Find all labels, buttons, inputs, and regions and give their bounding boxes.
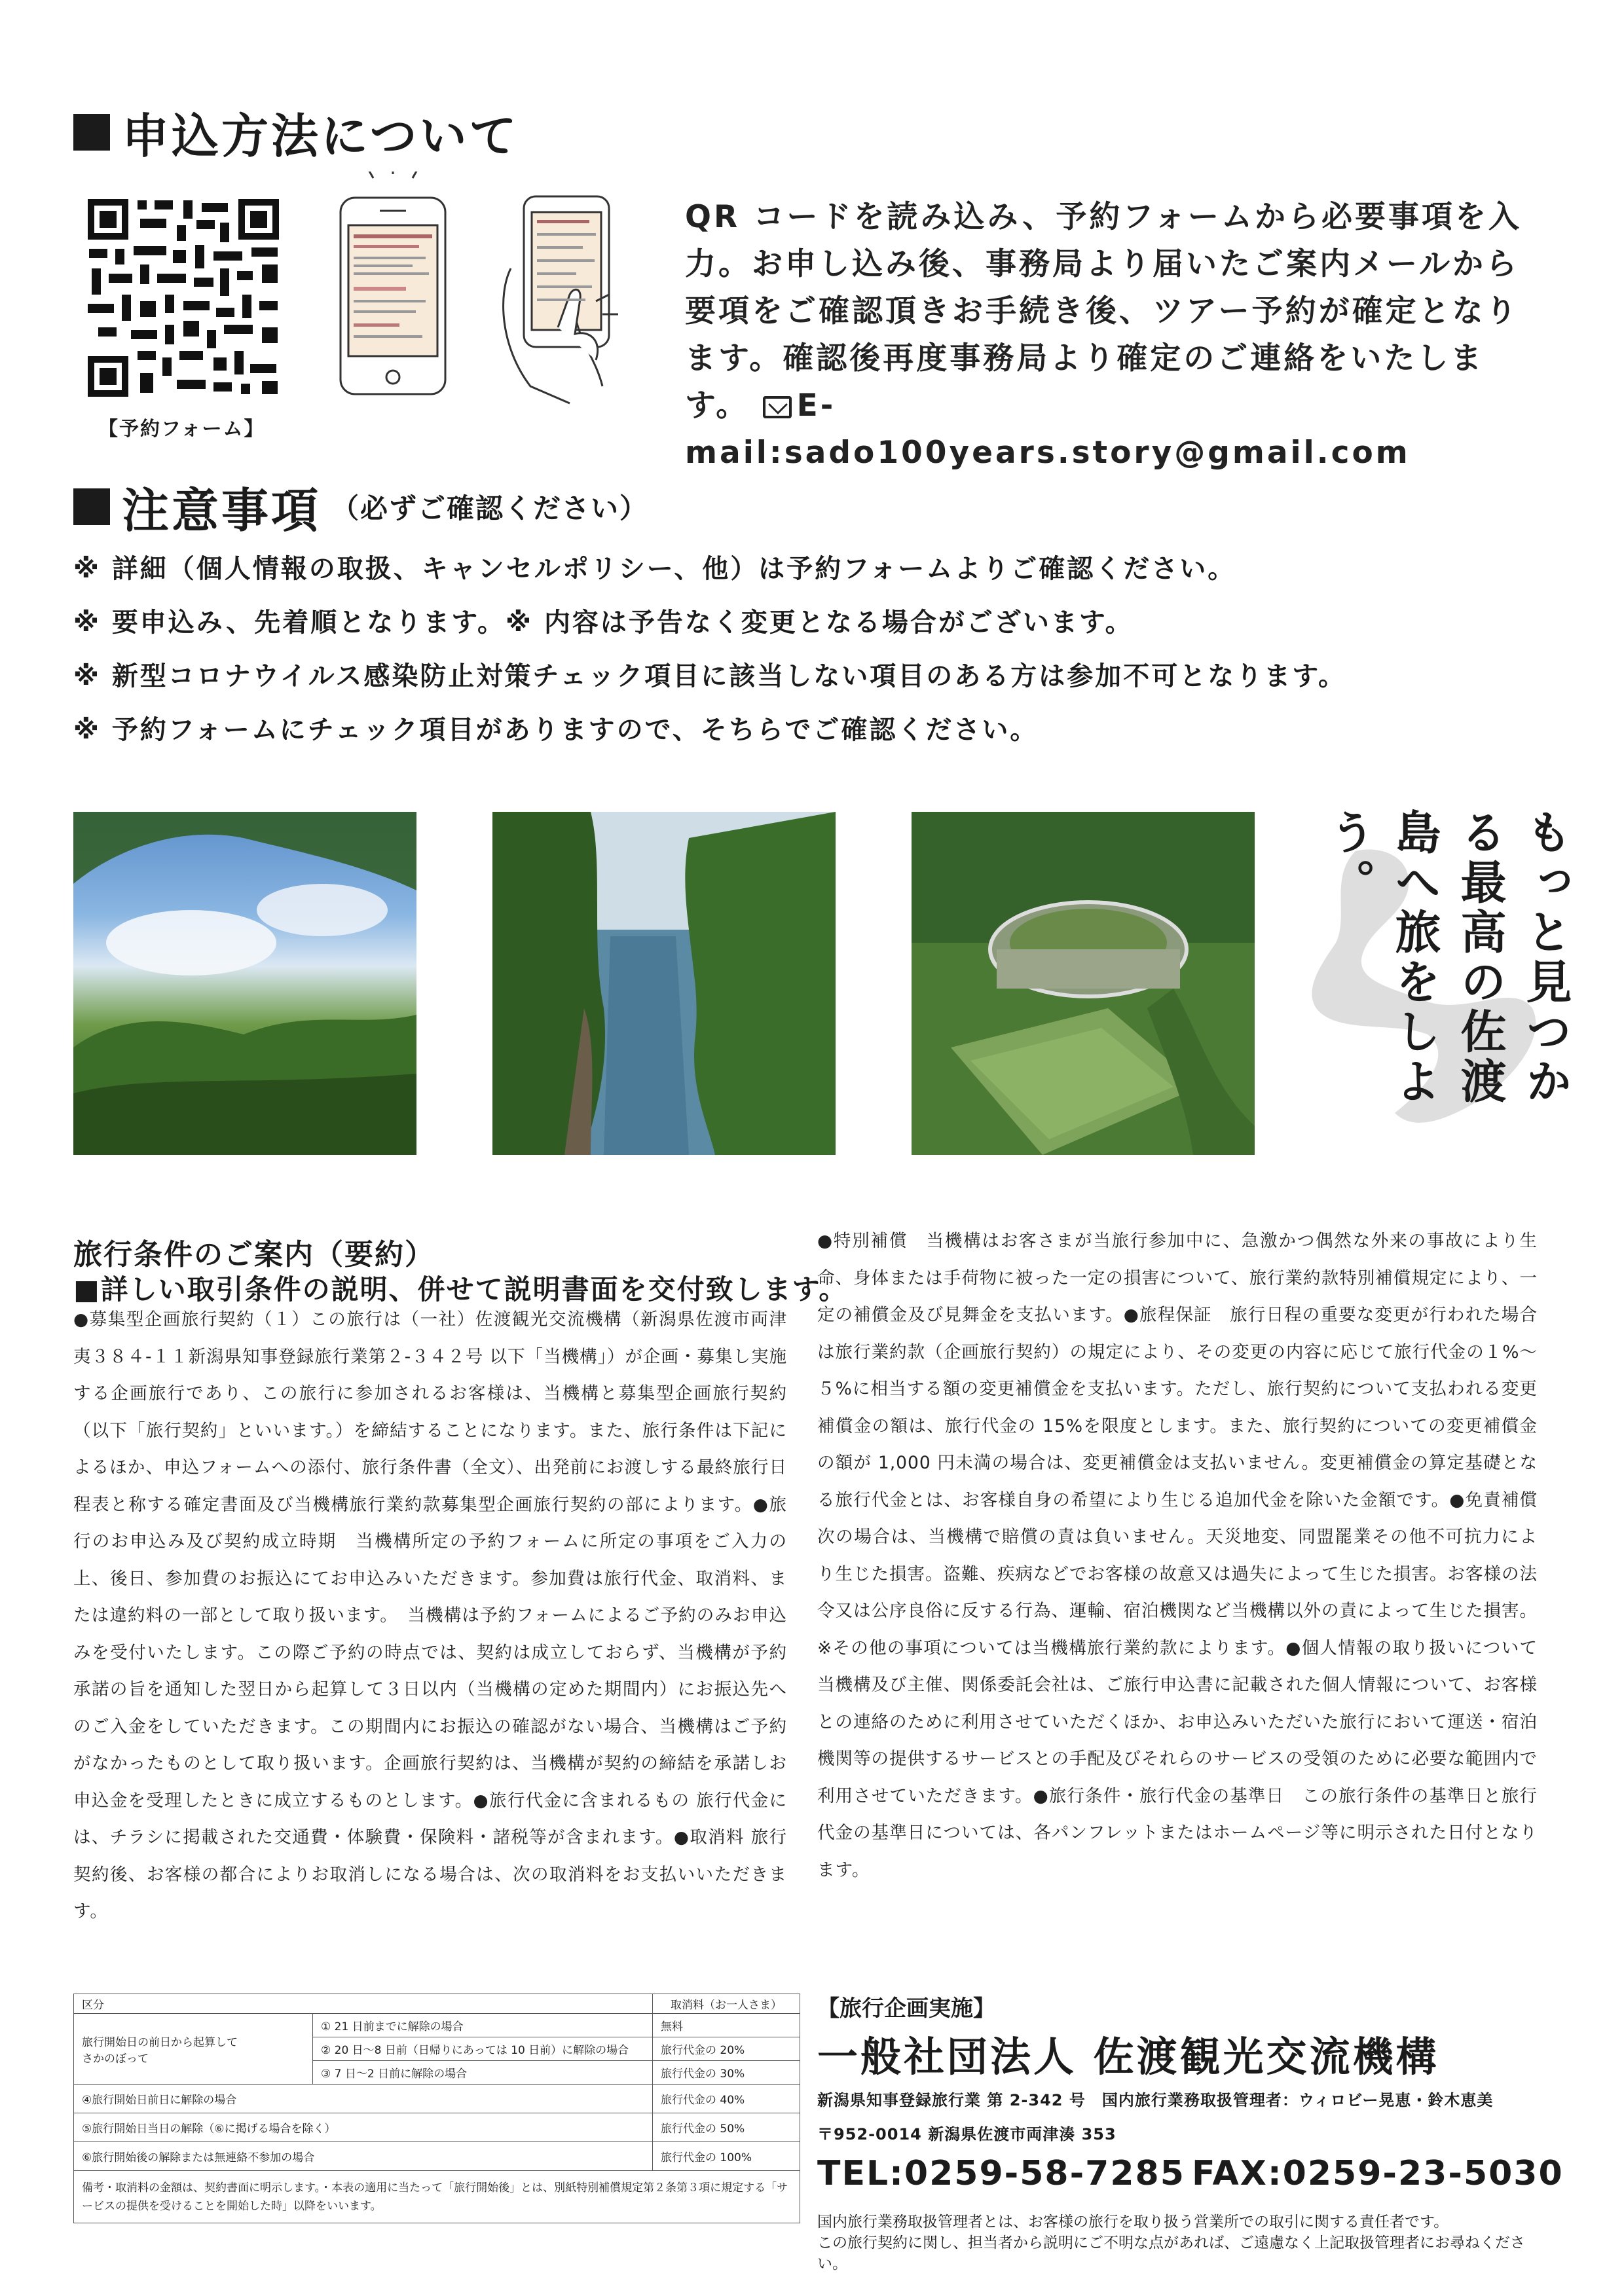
tel-number[interactable]: TEL:0259-58-7285 bbox=[817, 2154, 1185, 2193]
table-row bbox=[74, 2113, 800, 2142]
table-row-label: ① 21 日前までに解除の場合 bbox=[313, 2014, 653, 2037]
table-header-fee: 取消料（お一人さま） bbox=[653, 1994, 800, 2014]
table-group-label: 旅行開始日の前日から起算して さかのぼって bbox=[74, 2014, 313, 2085]
table-header-category: 区分 bbox=[74, 1994, 653, 2014]
note-item: ※ 詳細（個人情報の取扱、キャンセルポリシー、他）は予約フォームよりご確認ください。 bbox=[73, 554, 1236, 584]
organizer-footer-line1: 国内旅行業務取扱管理者とは、お客様の旅行を取り扱う営業所での取引に関する責任者です。 bbox=[817, 2214, 1449, 2231]
table-row bbox=[74, 2142, 800, 2171]
table-row bbox=[74, 2085, 800, 2113]
apply-heading bbox=[73, 98, 519, 166]
email-link[interactable]: E-mail:sado100years.story@gmail.com bbox=[685, 388, 1411, 471]
table-row bbox=[74, 2014, 800, 2037]
fax-number: FAX:0259-23-5030 bbox=[1192, 2154, 1564, 2193]
table-row-label: ④旅行開始日前日に解除の場合 bbox=[74, 2085, 653, 2113]
apply-description bbox=[685, 194, 1543, 477]
table-row-fee: 旅行代金の 50% bbox=[653, 2113, 800, 2142]
notes-heading-text: 注意事項 bbox=[122, 483, 322, 538]
organizer-registration: 新潟県知事登録旅行業 第 2-342 号 国内旅行業務取扱管理者：ウィロビー晃恵・鈴木恵美 bbox=[817, 2091, 1494, 2109]
notes-heading bbox=[73, 473, 648, 541]
phone-form-illustration-icon bbox=[327, 172, 458, 401]
table-row-label: ⑤旅行開始日当日の解除（⑥に掲げる場合を除く） bbox=[74, 2113, 653, 2142]
apply-description-text: QR コードを読み込み、予約フォームから必要事項を入力。お申し込み後、事務局より届いたご案内メールから要項をご確認頂きお手続き後、ツアー予約が確定となります。確認後再度事務局より確定のご連絡をいたします。 bbox=[685, 199, 1522, 424]
table-row-fee: 旅行代金の 40% bbox=[653, 2085, 800, 2113]
organizer-address: 〒952-0014 新潟県佐渡市両津湊 353 bbox=[817, 2125, 1116, 2143]
notes-subheading: （必ずご確認ください） bbox=[331, 492, 649, 524]
note-item: ※ 新型コロナウイルス感染防止対策チェック項目に該当しない項目のある方は参加不可となります。 bbox=[73, 661, 1347, 691]
mail-icon bbox=[763, 396, 792, 418]
notes-list bbox=[73, 542, 1346, 757]
conditions-title: 旅行条件のご案内（要約） bbox=[73, 1238, 435, 1271]
organizer-footer-line2: この旅行契約に関し、担当者から説明にご不明な点があれば、ご遠慮なく上記取扱管理者にお尋ねください。 bbox=[817, 2234, 1525, 2272]
photo-circular-structure bbox=[912, 812, 1255, 1155]
table-header-row bbox=[74, 1994, 800, 2014]
slogan: もっと見つかる最高の佐渡島へ旅をしよう。 bbox=[1322, 809, 1572, 1107]
table-note-row bbox=[74, 2171, 800, 2223]
conditions-right-text: ●特別補償 当機構はお客さまが当旅行参加中に、急激かつ偶然な外来の事故により生命、身体または手荷物に被った一定の損害について、旅行業約款特別補償規定により、一定の補償金及び見舞金を支払います。●旅程保証 旅行日程の重要な変更が行われた場合は旅行業約款（企画旅行契約）の規定により、その変更の内容に応じて旅行代金の１%～５%に相当する額の変更補償金を支払います。ただし、旅行契約について支払われる変更補償金の額は、旅行代金の 15%を限度とします。また、旅行契約についての変更補償金の額が 1,000 円未満の場合は、変更補償金は支払いません。変更補償金の算定基礎となる旅行代金とは、お客様自身の希望により生じる追加代金を除いた金額です。●免責補償 次の場合は、当機構で賠償の責は負いません。天災地変、同盟罷業その他不可抗力により生じた損害。盗難、疾病などでお客様の故意又は過失によって生じた損害。お客様の法令又は公序良俗に反する行為、運輸、宿泊機関など当機構以外の責によって生じた損害。※その他の事項については当機構旅行業約款によります。●個人情報の取り扱いについて 当機構及び主催、関係委託会社は、ご旅行申込書に記載された個人情報について、お客様との連絡のために利用させていただくほか、お申込みいただいた旅行において運送・宿泊機関等の提供するサービスとの手配及びそれらのサービスの受領のために必要な範囲内で利用させていただきます。●旅行条件・旅行代金の基準日 この旅行条件の基準日と旅行代金の基準日については、各パンフレットまたはホームページ等に明示された日付となります。 bbox=[817, 1231, 1556, 1880]
organizer-name: 一般社団法人 佐渡観光交流機構 bbox=[817, 2033, 1439, 2081]
heading-square-icon bbox=[73, 114, 110, 151]
note-item: ※ 予約フォームにチェック項目がありますので、そちらでご確認ください。 bbox=[73, 715, 1039, 745]
table-note: 備考・取消料の金額は、契約書面に明示します。・本表の適用に当たって「旅行開始後」とは、別紙特別補償規定第２条第３項に規定する「サービスの提供を受けることを開始した時」以降をいいます。 bbox=[74, 2171, 800, 2223]
cancellation-fee-table bbox=[73, 1994, 800, 2223]
conditions-subtitle: ■詳しい取引条件の説明、併せて説明書面を交付致します。 bbox=[73, 1273, 848, 1305]
table-row-fee: 旅行代金の 20% bbox=[653, 2037, 800, 2061]
qr-code-icon[interactable] bbox=[85, 196, 282, 399]
table-row-label: ② 20 日～8 日前（日帰りにあっては 10 日前）に解除の場合 bbox=[313, 2037, 653, 2061]
photo-inlet-sea bbox=[492, 812, 836, 1155]
photo-forest-sky bbox=[73, 812, 416, 1155]
heading-square-icon bbox=[73, 488, 110, 525]
organizer-label: 【旅行企画実施】 bbox=[817, 1995, 995, 2022]
table-row-label: ⑥旅行開始後の解除または無連絡不参加の場合 bbox=[74, 2142, 653, 2171]
conditions-left-text: ●募集型企画旅行契約（１）この旅行は（一社）佐渡観光交流機構（新潟県佐渡市両津夷３８４-１１新潟県知事登録旅行業第２-３４２号 以下「当機構」）が企画・募集し実施する企画旅行であり、この旅行に参加されるお客様は、当機構と募集型企画旅行契約（以下「旅行契約」といいます。）を締結することになります。また、旅行条件は下記によるほか、申込フォームへの添付、旅行条件書（全文）、出発前にお渡しする最終旅行日程表と称する確定書面及び当機構旅行業約款募集型企画旅行契約の部によります。●旅行のお申込み及び契約成立時期 当機構所定の予約フォームに所定の事項をご入力の上、後日、参加費のお振込にてお申込みいただきます。参加費は旅行代金、取消料、または違約料の一部として取り扱います。 当機構は予約フォームによるご予約のみお申込みを受付いたします。この際ご予約の時点では、契約は成立しておらず、当機構が予約承諾の旨を通知した翌日から起算して３日以内（当機構の定めた期間内）にお振込先へのご入金をしていただきます。この期間内にお振込の確認がない場合、当機構はご予約がなかったものとして取り扱います。企画旅行契約は、当機構が契約の締結を承諾しお申込金を受理したときに成立するものとします。●旅行代金に含まれるもの 旅行代金には、チラシに掲載された交通費・体験費・保険料・諸税等が含まれます。●取消料 旅行契約後、お客様の都合によりお取消しになる場合は、次の取消料をお支払いいただきます。 bbox=[73, 1309, 787, 1922]
qr-caption: 【予約フォーム】 bbox=[98, 418, 265, 441]
table-row-fee: 無料 bbox=[653, 2014, 800, 2037]
table-row-fee: 旅行代金の 100% bbox=[653, 2142, 800, 2171]
apply-heading-text: 申込方法について bbox=[122, 109, 519, 164]
note-item: ※ 要申込み、先着順となります。※ 内容は予告なく変更となる場合がございます。 bbox=[73, 608, 1134, 638]
table-row-fee: 旅行代金の 30% bbox=[653, 2061, 800, 2085]
table-row-label: ③ 7 日～2 日前に解除の場合 bbox=[313, 2061, 653, 2085]
hand-phone-illustration-icon bbox=[498, 190, 629, 406]
